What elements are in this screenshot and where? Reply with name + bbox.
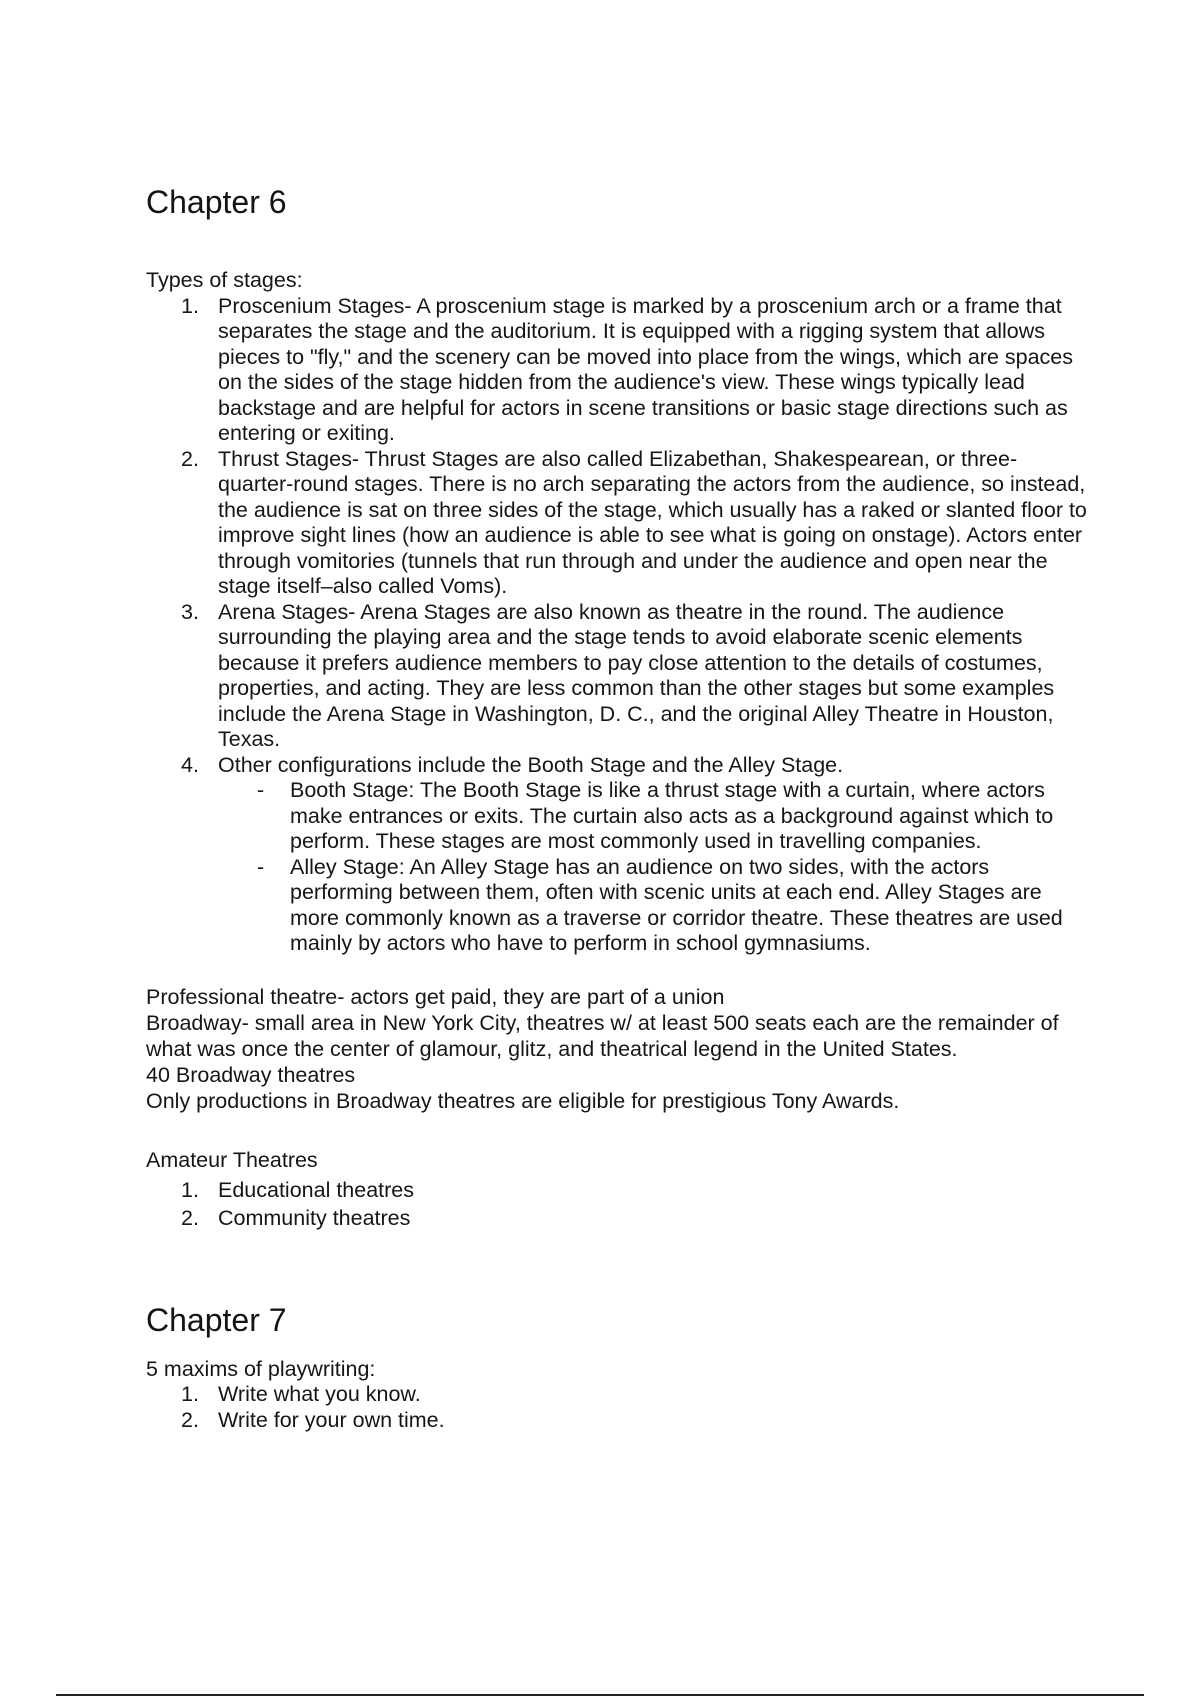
other-configurations-list [218, 778, 1088, 957]
list-item-text: Arena Stages- Arena Stages are also known as theatre in the round. The audience surrounding the playing area and the stage tends to avoid elaborate scenic elements because it prefers audience members to pay close attention to the details of costumes, properties, and acting. They are less common than the other stages but some examples include the Arena Stage in Washington, D. C., and the original Alley Theatre in Houston, Texas. [218, 599, 1055, 751]
stage-types-intro: Types of stages: [146, 268, 303, 292]
list-item-text: Community theatres [218, 1205, 411, 1230]
list-item-text: Write what you know. [218, 1382, 421, 1406]
list-item [146, 1176, 1088, 1204]
list-item-text: Other configurations include the Booth Stage and the Alley Stage. [218, 752, 844, 777]
stage-types-section [146, 268, 1088, 957]
maxims-intro: 5 maxims of playwriting: [146, 1356, 376, 1381]
list-item [146, 753, 1088, 957]
list-marker: 2. [181, 1407, 199, 1432]
list-item [146, 600, 1088, 753]
page-bottom-rule [56, 1694, 1144, 1696]
broadway-count-line: 40 Broadway theatres [146, 1062, 356, 1087]
stage-types-list [146, 294, 1088, 957]
list-item [146, 294, 1088, 447]
list-marker: 4. [181, 752, 199, 777]
tony-awards-line: Only productions in Broadway theatres are eligible for prestigious Tony Awards. [146, 1088, 900, 1113]
sub-list-item-text: Alley Stage: An Alley Stage has an audience on two sides, with the actors performing between them, often with scenic units at each end. Alley Stages are more commonly known as a traverse or corridor theatre. These theatres are used mainly by actors who have to perform in school gymnasiums. [290, 854, 1063, 955]
list-item-text: Write for your own time. [218, 1407, 445, 1432]
list-marker: 2. [181, 446, 199, 471]
list-item-text: Educational theatres [218, 1177, 415, 1202]
list-marker: 1. [181, 293, 199, 318]
amateur-theatres-section [146, 1147, 1088, 1232]
list-item-text: Thrust Stages- Thrust Stages are also called Elizabethan, Shakespearean, or three-quarter-round stages. There is no arch separating the actors from the audience, so instead, the audience is sat on three sides of the stage, which usually has a raked or slanted floor to improve sight lines (how an audience is able to see what is going on onstage). Actors enter through vomitories (tunnels that run through and under the audience and open near the stage itself–also called Voms). [218, 446, 1087, 598]
document-page [146, 183, 1088, 1433]
list-marker: 2. [181, 1205, 199, 1230]
playwriting-maxims-section [146, 1357, 1088, 1434]
chapter-6-heading: Chapter 6 [146, 184, 287, 220]
sub-list-item [218, 855, 1088, 957]
list-item [146, 447, 1088, 600]
sub-list-item-text: Booth Stage: The Booth Stage is like a thrust stage with a curtain, where actors make entrances or exits. The curtain also acts as a background against which to perform. These stages are most commonly used in travelling companies. [290, 778, 1054, 853]
chapter-7-heading: Chapter 7 [146, 1301, 287, 1338]
dash-bullet: - [257, 778, 265, 802]
dash-bullet: - [257, 854, 265, 879]
list-item [146, 1408, 1088, 1434]
amateur-theatres-list [146, 1173, 1088, 1232]
list-marker: 1. [181, 1177, 199, 1202]
sub-list-item [218, 778, 1088, 855]
list-item [146, 1204, 1088, 1232]
amateur-theatres-heading: Amateur Theatres [146, 1147, 318, 1172]
list-marker: 3. [181, 599, 199, 624]
maxims-list [146, 1382, 1088, 1433]
list-marker: 1. [181, 1382, 199, 1406]
professional-theatre-section [146, 984, 1088, 1114]
list-item [146, 1382, 1088, 1408]
list-item-text: Proscenium Stages- A proscenium stage is marked by a proscenium arch or a frame that separates the stage and the auditorium. It is equipped with a rigging system that allows pieces to "fly," and the scenery can be moved into place from the wings, which are spaces on the sides of the stage hidden from the audience's view. These wings typically lead backstage and are helpful for actors in scene transitions or basic stage directions such as entering or exiting. [218, 293, 1074, 445]
professional-theatre-line: Professional theatre- actors get paid, they are part of a union [146, 984, 725, 1009]
broadway-line: Broadway- small area in New York City, theatres w/ at least 500 seats each are the remainder of what was once the center of glamour, glitz, and theatrical legend in the United States. [146, 1010, 1059, 1061]
